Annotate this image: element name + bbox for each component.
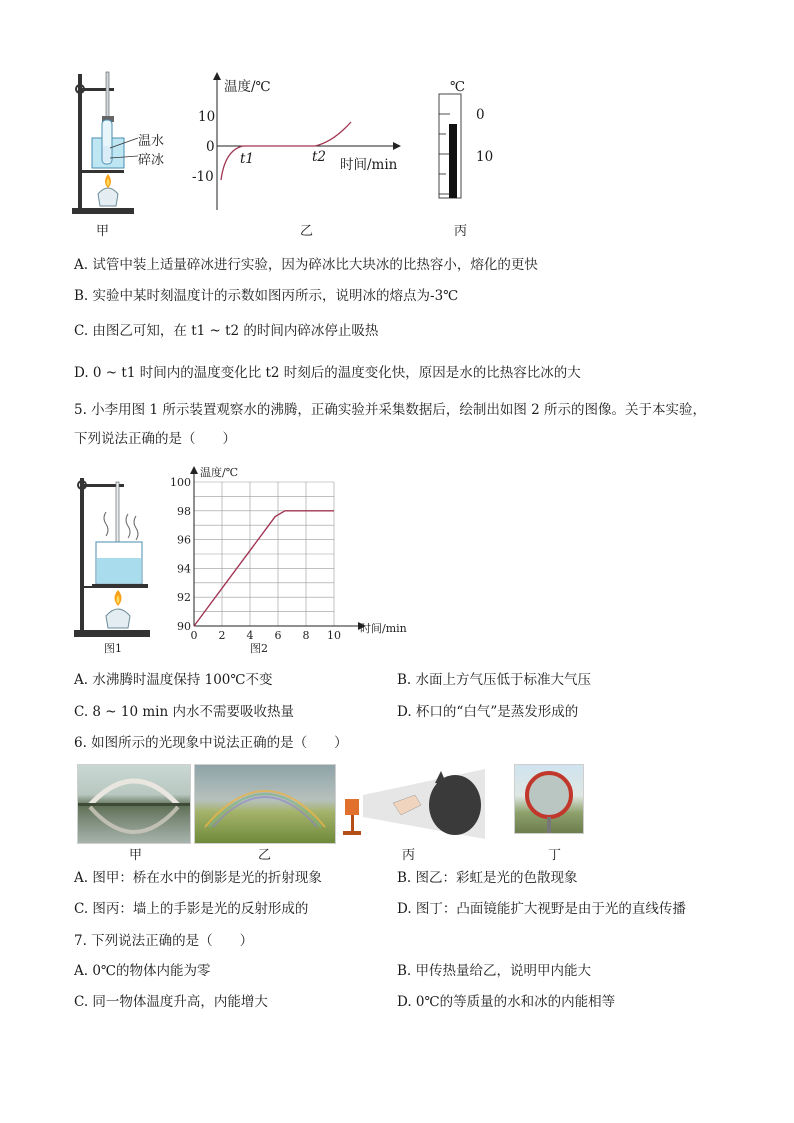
photo-label-yi: 乙 [258, 848, 272, 863]
photo-label-ding: 丁 [548, 848, 562, 863]
q5-option-c[interactable]: C. 8 ~ 10 min 内水不需要吸收热量 [74, 704, 294, 720]
y-tick-label: 90 [177, 620, 191, 633]
graph-y-tick-neg10: -10 [192, 169, 214, 185]
fig-yi-label: 乙 [300, 224, 314, 239]
q7-stem: 7. 下列说法正确的是（ ） [74, 933, 254, 949]
q6-option-d[interactable]: D. 图丁：凸面镜能扩大视野是由于光的直线传播 [397, 901, 686, 917]
photo-convex-mirror [514, 764, 584, 834]
boil-chart-ylabel: 温度/℃ [200, 466, 239, 479]
y-tick-label: 94 [177, 562, 191, 576]
y-tick-label: 92 [177, 591, 191, 605]
x-tick-label: 10 [327, 629, 341, 642]
y-tick-label: 98 [177, 504, 191, 518]
x-tick-label: 0 [190, 629, 198, 642]
graph-x-axis-label: 时间/min [340, 157, 398, 173]
apparatus-leader-lines [108, 134, 140, 164]
q4-option-b[interactable]: B. 实验中某时刻温度计的示数如图丙所示，说明冰的熔点为-3℃ [74, 288, 459, 304]
x-tick-label: 6 [274, 629, 282, 642]
q4-thermometer [436, 92, 466, 202]
photo-bridge-reflection [77, 764, 191, 844]
x-tick-label: 2 [218, 629, 226, 642]
boil-chart-xlabel: 时间/min [360, 622, 407, 635]
boiling-chart [166, 462, 416, 654]
q7-option-c[interactable]: C. 同一物体温度升高，内能增大 [74, 994, 268, 1010]
q6-option-a[interactable]: A. 图甲：桥在水中的倒影是光的折射现象 [74, 870, 322, 886]
graph-y-tick-10: 10 [198, 109, 216, 125]
q5-stem-line2: 下列说法正确的是（ ） [74, 431, 236, 447]
photo-rainbow [194, 764, 336, 844]
x-tick-label: 8 [302, 629, 310, 642]
fig1-label: 图1 [104, 642, 122, 655]
q5-stem-line1: 5. 小李用图 1 所示装置观察水的沸腾，正确实验并采集数据后，绘制出如图 2 所示的图像。关于本实验， [74, 402, 707, 418]
q7-option-a[interactable]: A. 0℃的物体内能为零 [74, 963, 211, 979]
q5-boiling-apparatus [70, 470, 160, 642]
q5-option-a[interactable]: A. 水沸腾时温度保持 100℃不变 [74, 672, 273, 688]
photo-label-jia: 甲 [129, 848, 143, 863]
graph-y-tick-0: 0 [206, 139, 215, 155]
y-tick-label: 96 [177, 533, 191, 547]
q4-option-c[interactable]: C. 由图乙可知，在 t1 ~ t2 的时间内碎冰停止吸热 [74, 323, 379, 339]
fig2-label: 图2 [250, 642, 268, 655]
q6-option-b[interactable]: B. 图乙：彩虹是光的色散现象 [397, 870, 578, 886]
q7-option-b[interactable]: B. 甲传热量给乙，说明甲内能大 [397, 963, 592, 979]
thermometer-tick-10: 10 [476, 149, 494, 165]
x-tick-label: 4 [246, 629, 254, 642]
thermometer-tick-0: 0 [476, 107, 485, 123]
q5-option-b[interactable]: B. 水面上方气压低于标准大气压 [397, 672, 592, 688]
photo-hand-shadow [340, 764, 488, 844]
q6-stem: 6. 如图所示的光现象中说法正确的是（ ） [74, 735, 348, 751]
q4-option-d[interactable]: D. 0 ~ t1 时间内的温度变化比 t2 时刻后的温度变化快，原因是水的比热容比冰的大 [74, 365, 581, 381]
q5-option-d[interactable]: D. 杯口的“白气”是蒸发形成的 [397, 704, 579, 720]
fig-jia-label: 甲 [96, 224, 110, 239]
y-tick-label: 100 [170, 476, 191, 489]
crushed-ice-label: 碎冰 [138, 153, 165, 168]
warm-water-label: 温水 [138, 134, 165, 149]
thermometer-unit: ℃ [450, 79, 466, 95]
graph-y-axis-label: 温度/℃ [224, 79, 271, 95]
q6-option-c[interactable]: C. 图丙：墙上的手影是光的反射形成的 [74, 901, 309, 917]
photo-label-bing: 丙 [402, 848, 416, 863]
graph-x-mark-t2: t2 [312, 149, 327, 165]
q7-option-d[interactable]: D. 0℃的等质量的水和冰的内能相等 [397, 994, 616, 1010]
q4-option-a[interactable]: A. 试管中装上适量碎冰进行实验，因为碎冰比大块冰的比热容小，熔化的更快 [74, 257, 538, 273]
fig-bing-label: 丙 [454, 224, 468, 239]
graph-x-mark-t1: t1 [240, 151, 255, 167]
